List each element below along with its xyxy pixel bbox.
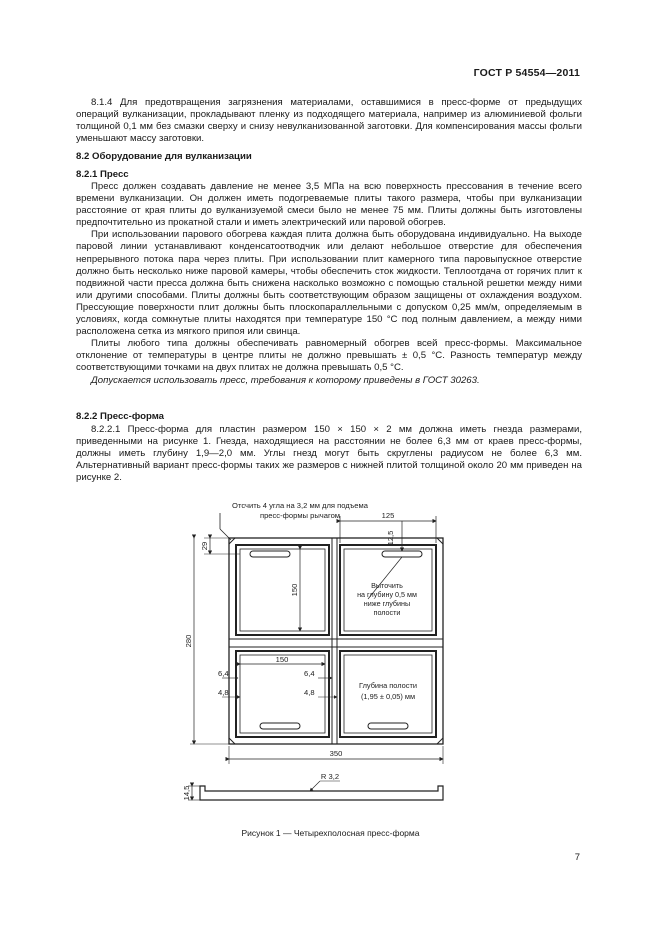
dim-label: 125 bbox=[381, 511, 395, 520]
dim-label: 150 bbox=[290, 583, 299, 597]
dim-label: 280 bbox=[184, 634, 193, 648]
heading-8-2 bbox=[76, 151, 582, 163]
depth-note: Глубина полости bbox=[359, 681, 417, 690]
paragraph-note: Допускается использовать пресс, требования к которому приведены в ГОСТ 30263. bbox=[91, 374, 480, 386]
groove-slot bbox=[382, 551, 422, 557]
mold-outer-frame bbox=[229, 538, 443, 744]
paragraph: При использовании парового обогрева каждая плита должна быть оборудована индивидуально. На выходе паровой линии устанавливают конденсатоотводчик или делают небольшое отверстие для обеспечения непрерывного потока пара через плиты. При использовании плит камерного типа паровыпускное отверстие должно быть несколько ниже паровой камеры, чтобы обеспечить сток жидкости. Теплоотдача от горячих плит к подвижной части пресса должна быть снижена насколько возможно с помощью стальной решетки между ними или другими способами. Плиты должны быть соответствующим образом защищены от охлаждения воздухом. Прессующие поверхности плит должны быть плоскопараллельными с допуском 0,25 мм/м, определяемым в условиях, когда сомкнутые плиты находятся при температуре 150 °С под полным давлением, а между ними расположена сетка из мягкого припоя или свинца. bbox=[76, 229, 582, 338]
dim-label: 14,5 bbox=[182, 785, 191, 801]
subsection-heading: 8.2.1 Пресс bbox=[76, 169, 129, 180]
groove-slot bbox=[260, 723, 300, 729]
groove-note: полости bbox=[373, 608, 401, 617]
cavity-top-left bbox=[236, 545, 329, 635]
paragraph: 8.2.2.1 Пресс-форма для пластин размером 150 × 150 × 2 мм должна иметь гнезда размерами, приведенными на рисунке 1. Гнезда, находящиеся на расстоянии не более 6,3 мм от краев пресс-формы, должны иметь глубину 1,9—2,0 мм. Углы гнезд могут быть скруглены радиусом не более 6,3 мм. Альтернативный вариант пресс-формы таких же размеров с нижней плитой толщиной около 20 мм приведен на рисунке 2. bbox=[76, 424, 582, 484]
section-heading: 8.2 Оборудование для вулканизации bbox=[76, 151, 252, 162]
groove-note: ниже глубины bbox=[363, 599, 411, 608]
dim-label: 6,4 bbox=[218, 669, 229, 678]
heading-8-2-2 bbox=[76, 411, 582, 423]
dim-label: 4,8 bbox=[304, 688, 315, 697]
clause-8-1-4 bbox=[76, 97, 582, 145]
dim-label: 12,5 bbox=[386, 530, 395, 546]
figure-caption: Рисунок 1 — Четырехполосная пресс-форма bbox=[241, 828, 420, 838]
radius-label: R 3,2 bbox=[320, 772, 340, 781]
dim-label: 4,8 bbox=[218, 688, 229, 697]
dim-label: 6,4 bbox=[304, 669, 315, 678]
dim-label: 150 bbox=[275, 655, 289, 664]
clause-8-2-2-1 bbox=[76, 424, 582, 484]
dim-label: 350 bbox=[329, 749, 343, 758]
mold-section bbox=[200, 786, 443, 800]
corner-note: Отсчить 4 угла на 3,2 мм для подъема bbox=[232, 501, 368, 510]
corner-note: пресс-формы рычагом bbox=[259, 511, 341, 520]
groove-slot bbox=[250, 551, 290, 557]
heading-8-2-1 bbox=[76, 169, 582, 181]
mold-drawing bbox=[180, 491, 465, 814]
subsection-heading: 8.2.2 Пресс-форма bbox=[76, 411, 165, 422]
press-text bbox=[76, 181, 582, 387]
groove-note: на глубину 0,5 мм bbox=[357, 590, 417, 599]
paragraph: Пресс должен создавать давление не менее 3,5 МПа на всю поверхность прессования в течение всего времени вулканизации. Он должен иметь подогреваемые плиты такого размера, чтобы при вулканизации расстояние от края плиты до вулканизуемой смеси было не менее 75 мм. Плиты должны быть изготовлены предпочтительно из прокатной стали и иметь электрический или паровой обогрев. bbox=[76, 181, 582, 229]
groove-note: Выточить bbox=[371, 581, 403, 590]
page-number: 7 bbox=[574, 852, 580, 863]
document-header: ГОСТ Р 54554—2011 bbox=[473, 67, 580, 79]
paragraph: Плиты любого типа должны обеспечивать равномерный обогрев всей пресс-формы. Максимальное отклонение от температуры в центре плиты не должно превышать ± 0,5 °С. Разность температур между соответствующими точками на двух плитах не должна превышать 0,5 °С. bbox=[76, 338, 582, 374]
depth-note: (1,95 ± 0,05) мм bbox=[360, 692, 416, 701]
groove-slot bbox=[368, 723, 408, 729]
paragraph: 8.1.4 Для предотвращения загрязнения материалами, оставшимися в пресс-форме от предыдущих операций вулканизации, прокладывают пленку из подходящего материала, например из алюминиевой фольги толщиной 0,1 мм без смазки сверху и снизу невулканизованной заготовки. Для компенсирования массы фольги уменьшают массу заготовки. bbox=[76, 97, 582, 145]
dim-label: 29 bbox=[200, 541, 209, 551]
